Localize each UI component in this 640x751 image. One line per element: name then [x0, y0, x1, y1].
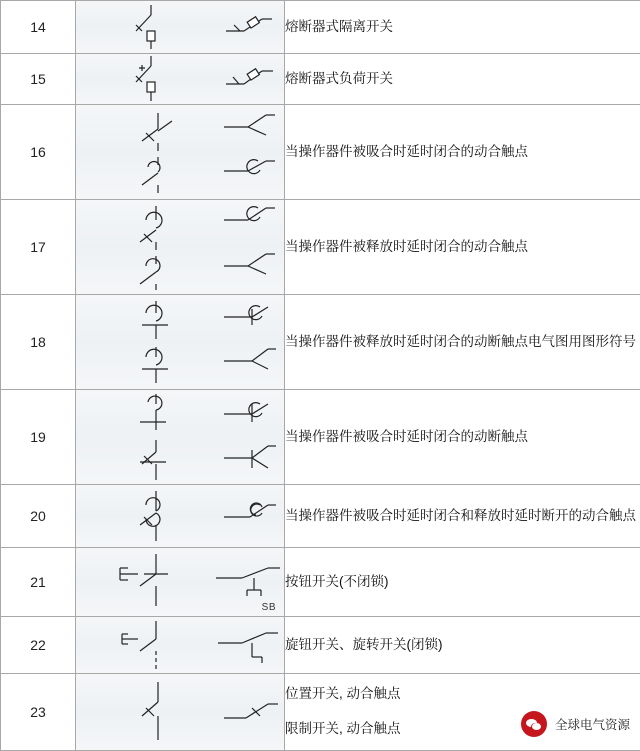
description-cell	[285, 200, 640, 295]
delay-close-on-release-contact-symbol	[76, 200, 284, 294]
symbol-cell	[76, 295, 285, 390]
table-row	[1, 200, 640, 295]
fuse-load-switch-symbol	[76, 54, 284, 104]
row-number-cell: 20	[1, 485, 76, 548]
row-number-cell: 16	[1, 105, 76, 200]
row-number-cell: 21	[1, 548, 76, 617]
symbol-cell	[76, 617, 285, 674]
description-cell	[285, 390, 640, 485]
description-line: 熔断器式负荷开关	[285, 69, 640, 90]
symbol-cell	[76, 485, 285, 548]
table-row	[1, 548, 640, 617]
symbol-cell	[76, 54, 285, 105]
description-cell	[285, 485, 640, 548]
row-number-cell: 18	[1, 295, 76, 390]
row-number-cell: 23	[1, 674, 76, 751]
wechat-account-logo-icon	[521, 711, 547, 737]
position-switch-symbol	[76, 674, 284, 750]
symbol-cell	[76, 200, 285, 295]
description-line: 位置开关, 动合触点	[285, 684, 640, 705]
description-line: 按钮开关(不闭锁)	[285, 572, 640, 593]
delay-close-on-release-break-contact-symbol	[76, 295, 284, 389]
table-row	[1, 54, 640, 105]
description-line: 当操作器件被吸合时延时闭合的动合触点	[285, 142, 640, 163]
table-row	[1, 1, 640, 54]
description-line: 当操作器件被释放时延时闭合的动断触点电气图用图形符号	[285, 332, 640, 353]
description-cell	[285, 617, 640, 674]
wechat-account-name: 全球电气资源	[555, 715, 630, 733]
table-row	[1, 485, 640, 548]
fuse-disconnector-symbol	[76, 1, 284, 53]
description-line: 限制开关, 动合触点	[285, 719, 640, 740]
description-cell	[285, 105, 640, 200]
table-body	[1, 1, 640, 751]
description-cell	[285, 1, 640, 54]
description-cell	[285, 295, 640, 390]
row-number-cell: 17	[1, 200, 76, 295]
description-line: 当操作器件被吸合时延时闭合和释放时延时断开的动合触点	[285, 506, 640, 527]
row-number-cell: 14	[1, 1, 76, 54]
symbol-cell	[76, 548, 285, 617]
symbol-cell	[76, 674, 285, 751]
description-line: 当操作器件被释放时延时闭合的动合触点	[285, 237, 640, 258]
symbol-cell	[76, 1, 285, 54]
description-cell	[285, 548, 640, 617]
rotary-switch-symbol	[76, 617, 284, 673]
row-number-cell: 15	[1, 54, 76, 105]
table-row	[1, 617, 640, 674]
row-number-cell: 22	[1, 617, 76, 674]
sb-label: SB	[262, 602, 276, 613]
wechat-account-footer	[515, 708, 634, 740]
table-row	[1, 390, 640, 485]
table-row	[1, 105, 640, 200]
delay-both-ways-contact-symbol	[76, 485, 284, 547]
description-line: 旋钮开关、旋转开关(闭锁)	[285, 635, 640, 656]
row-number-cell: 19	[1, 390, 76, 485]
symbol-cell	[76, 390, 285, 485]
symbol-cell	[76, 105, 285, 200]
table-row	[1, 295, 640, 390]
push-button-switch-symbol	[76, 548, 284, 616]
description-line: 当操作器件被吸合时延时闭合的动断触点	[285, 427, 640, 448]
delay-close-on-energize-contact-symbol	[76, 105, 284, 199]
delay-close-on-energize-break-contact-symbol	[76, 390, 284, 484]
description-line: 熔断器式隔离开关	[285, 17, 640, 38]
description-cell	[285, 54, 640, 105]
